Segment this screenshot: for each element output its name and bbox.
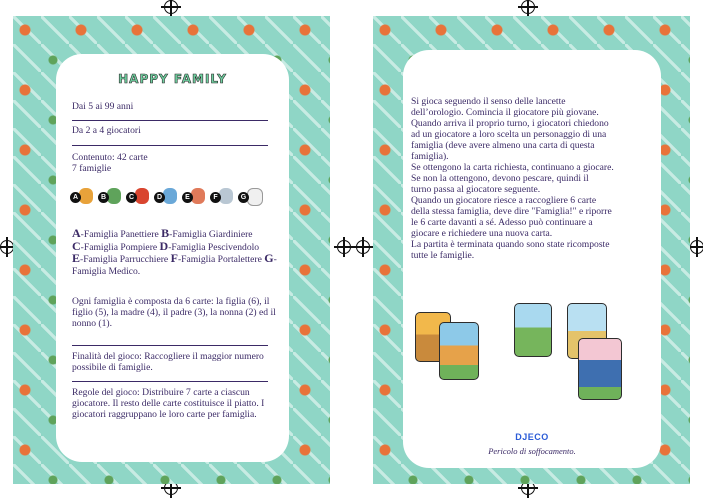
family-name: -Famiglia Giardiniere: [169, 229, 253, 240]
family-letter: A: [72, 226, 81, 240]
family-icon-fish: D: [154, 187, 178, 205]
goal-text: Finalità del gioco: Raccogliere il maggior numero possibile di famiglie.: [72, 351, 264, 373]
contents-line-2: 7 famiglie: [72, 163, 112, 174]
family-icon-hairdryer: F: [210, 187, 234, 205]
gameplay-line: Quando un giocatore riesce a raccogliere 6 carte: [411, 195, 597, 206]
family-name: -Famiglia Pescivendolo: [168, 241, 260, 253]
divider: [72, 145, 268, 146]
gameplay-text: [411, 96, 639, 261]
choking-warning: Pericolo di soffocamento.: [488, 446, 576, 456]
gameplay-line: le 6 carte davanti a sé. Adesso può continuare a: [411, 217, 593, 228]
players-text: Da 2 a 4 giocatori: [72, 125, 141, 136]
registration-mark-top-left: [164, 0, 178, 14]
family-name: -Famiglia Panettiere: [80, 229, 162, 240]
djeco-logo: DJECO: [515, 432, 549, 442]
left-page: [13, 16, 330, 484]
family-letter: C: [72, 238, 81, 253]
registration-mark-center-left: [337, 240, 351, 254]
registration-mark-left: [0, 240, 14, 254]
gameplay-line: della stessa famiglia, deve dire "Famiglia!" e riporre: [411, 206, 612, 217]
registration-mark-top-right: [521, 0, 535, 14]
right-rules-card: [403, 50, 661, 468]
gameplay-line: Si gioca seguendo il senso delle lancette: [411, 96, 566, 107]
rules-text: Regole del gioco: Distribuire 7 carte a ciascun giocatore. Il resto delle carte costituisce il piatto. I giocatori raggruppano le loro carte per famiglia.: [72, 387, 265, 420]
gameplay-line: La partita è terminata quando sono state ricomposte: [411, 239, 610, 250]
family-letter: B: [161, 226, 170, 240]
game-title: HAPPY FAMILY: [118, 72, 227, 86]
family-name: -Famiglia Medico.: [72, 254, 277, 277]
registration-mark-center-right: [356, 240, 370, 254]
card-illustration-mouse-bike: [439, 322, 479, 380]
gameplay-line: tutte le famiglie.: [411, 250, 475, 261]
gameplay-line: famiglia (deve avere almeno una carta di questa: [411, 140, 595, 151]
age-text: Dai 5 ai 99 anni: [72, 101, 134, 112]
family-name: -Famiglia Portalettere: [177, 254, 265, 265]
family-name: -Famiglia Parrucchiere: [80, 254, 171, 265]
gameplay-line: dell’orologio. Comincia il giocatore più giovane.: [411, 107, 599, 118]
family-icon-scissors: E: [182, 187, 206, 205]
family-letter: G: [264, 251, 274, 265]
family-icon-medicine: G: [238, 187, 262, 205]
family-icon-bread: A: [70, 187, 94, 205]
gameplay-line: Quando arriva il proprio turno, i giocatori chiedono: [411, 118, 609, 129]
gameplay-line: Se ottengono la carta richiesta, continuano a giocare.: [411, 162, 614, 173]
family-icons-row: [70, 187, 262, 205]
family-name: -Famiglia Pompiere: [80, 241, 160, 253]
card-illustration-gardener: [514, 303, 552, 357]
divider: [72, 381, 268, 382]
family-letter: E: [72, 251, 81, 265]
family-icon-plant: B: [98, 187, 122, 205]
gameplay-line: ad un giocatore a loro scelta un personaggio di una: [411, 129, 607, 140]
card-illustration-postman: [578, 338, 622, 400]
families-list: [72, 228, 277, 277]
family-letter: F: [170, 251, 178, 265]
left-rules-card: [56, 54, 289, 462]
gameplay-line: giocare e richiedere una nuova carta.: [411, 228, 553, 239]
divider: [72, 345, 268, 346]
gameplay-line: turno passa al giocatore seguente.: [411, 184, 541, 195]
divider: [72, 120, 268, 121]
gameplay-line: Se non la ottengono, devono pescare, quindi il: [411, 173, 589, 184]
family-letter: D: [159, 238, 169, 253]
registration-mark-right: [690, 240, 703, 254]
family-icon-firetruck: C: [126, 187, 150, 205]
composition-text: Ogni famiglia è composta da 6 carte: la figlia (6), il figlio (5), la madre (4), il padre (3), la nonna (2) ed il nonno (1).: [72, 296, 276, 329]
right-page: [373, 16, 690, 484]
gameplay-line: famiglia).: [411, 151, 449, 162]
contents-line-1: Contenuto: 42 carte: [72, 152, 148, 163]
